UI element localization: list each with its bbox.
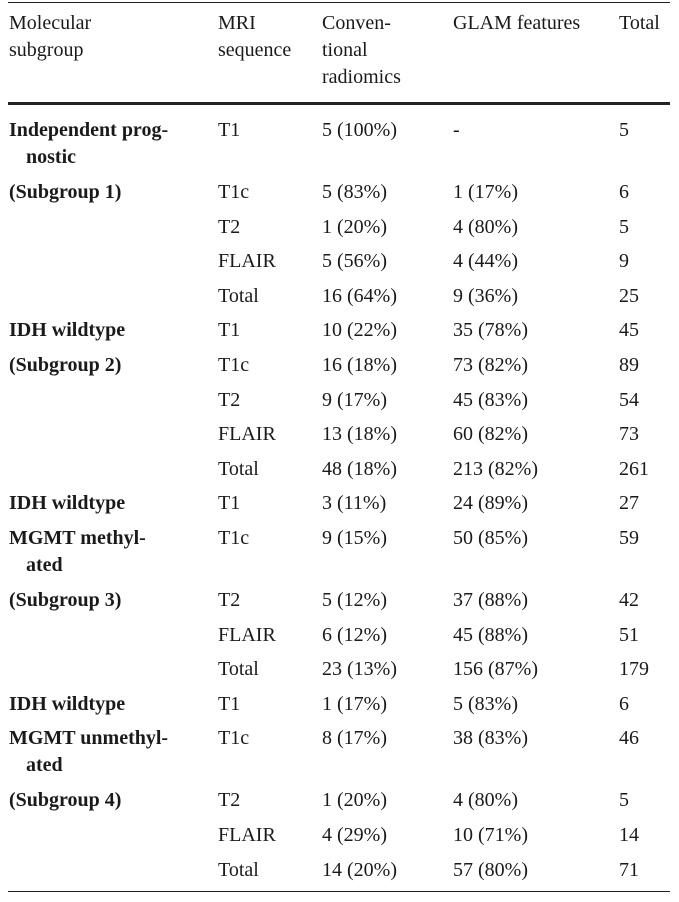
molecular-subgroup-cell: (Subgroup 1) bbox=[9, 181, 122, 203]
mri-sequence-cell: FLAIR bbox=[218, 250, 276, 273]
glam-features-cell: 10 (71%) bbox=[453, 823, 528, 846]
table-row bbox=[8, 622, 670, 657]
conventional-radiomics-cell: 5 (12%) bbox=[322, 588, 387, 611]
glam-features-cell: 35 (78%) bbox=[453, 319, 528, 342]
mri-sequence-cell: T2 bbox=[218, 588, 241, 611]
mri-sequence-cell: Total bbox=[218, 457, 259, 480]
total-cell: 6 bbox=[619, 692, 629, 715]
conventional-radiomics-cell: 3 (11%) bbox=[322, 492, 387, 515]
results-table bbox=[8, 2, 670, 892]
mri-sequence-cell: Total bbox=[218, 858, 259, 881]
total-cell: 73 bbox=[619, 423, 639, 446]
total-cell: 6 bbox=[619, 181, 629, 203]
total-cell: 54 bbox=[619, 388, 639, 411]
table-row bbox=[8, 787, 670, 822]
header-molecular-subgroup: Molecular subgroup bbox=[9, 12, 92, 61]
header-mri-sequence: MRI sequence bbox=[218, 12, 292, 61]
table-row bbox=[8, 490, 670, 525]
total-cell: 261 bbox=[619, 457, 649, 480]
conventional-radiomics-cell: 8 (17%) bbox=[322, 727, 387, 750]
mri-sequence-cell: T1c bbox=[218, 727, 250, 750]
glam-features-cell: 57 (80%) bbox=[453, 858, 528, 881]
glam-features-cell: 45 (83%) bbox=[453, 388, 528, 411]
total-cell: 5 bbox=[619, 215, 629, 238]
molecular-subgroup-cell: MGMT methyl- ated bbox=[9, 526, 146, 576]
total-cell: 59 bbox=[619, 526, 639, 549]
mri-sequence-cell: T1 bbox=[218, 692, 241, 715]
table-row bbox=[8, 179, 670, 214]
glam-features-cell: 50 (85%) bbox=[453, 526, 528, 549]
conventional-radiomics-cell: 10 (22%) bbox=[322, 319, 397, 342]
header-total: Total bbox=[619, 12, 660, 34]
table-row bbox=[8, 587, 670, 622]
total-cell: 71 bbox=[619, 858, 639, 881]
glam-features-cell: 4 (80%) bbox=[453, 789, 518, 812]
molecular-subgroup-cell: IDH wildtype bbox=[9, 492, 126, 515]
header-glam-features: GLAM features bbox=[453, 12, 581, 34]
header-rule bbox=[8, 102, 670, 105]
mri-sequence-cell: T2 bbox=[218, 789, 241, 812]
glam-features-cell: 4 (44%) bbox=[453, 250, 518, 273]
conventional-radiomics-cell: 13 (18%) bbox=[322, 423, 397, 446]
total-cell: 27 bbox=[619, 492, 639, 515]
conventional-radiomics-cell: 16 (18%) bbox=[322, 353, 397, 376]
mri-sequence-cell: T1 bbox=[218, 119, 241, 141]
mri-sequence-cell: T1c bbox=[218, 353, 250, 376]
table-row bbox=[8, 317, 670, 352]
total-cell: 5 bbox=[619, 789, 629, 812]
conventional-radiomics-cell: 1 (20%) bbox=[322, 789, 387, 812]
glam-features-cell: 24 (89%) bbox=[453, 492, 528, 515]
mri-sequence-cell: T1c bbox=[218, 526, 250, 549]
total-cell: 45 bbox=[619, 319, 639, 342]
molecular-subgroup-cell: IDH wildtype bbox=[9, 319, 126, 342]
table-row bbox=[8, 248, 670, 283]
mri-sequence-cell: Total bbox=[218, 284, 259, 307]
table-body bbox=[8, 117, 670, 891]
mri-sequence-cell: Total bbox=[218, 658, 259, 681]
glam-features-cell: - bbox=[453, 119, 460, 141]
molecular-subgroup-cell: (Subgroup 4) bbox=[9, 789, 122, 812]
glam-features-cell: 156 (87%) bbox=[453, 658, 538, 681]
total-cell: 179 bbox=[619, 658, 649, 681]
table-row bbox=[8, 214, 670, 249]
table-header bbox=[8, 3, 670, 102]
total-cell: 42 bbox=[619, 588, 639, 611]
glam-features-cell: 38 (83%) bbox=[453, 727, 528, 750]
conventional-radiomics-cell: 5 (83%) bbox=[322, 181, 387, 203]
conventional-radiomics-cell: 14 (20%) bbox=[322, 858, 397, 881]
total-cell: 14 bbox=[619, 823, 639, 846]
mri-sequence-cell: T2 bbox=[218, 215, 241, 238]
table-row bbox=[8, 456, 670, 491]
molecular-subgroup-cell: IDH wildtype bbox=[9, 692, 126, 715]
molecular-subgroup-cell: Independent prog- nostic bbox=[9, 119, 169, 168]
total-cell: 89 bbox=[619, 353, 639, 376]
conventional-radiomics-cell: 9 (17%) bbox=[322, 388, 387, 411]
glam-features-cell: 45 (88%) bbox=[453, 623, 528, 646]
table-row bbox=[8, 822, 670, 857]
conventional-radiomics-cell: 48 (18%) bbox=[322, 457, 397, 480]
conventional-radiomics-cell: 1 (20%) bbox=[322, 215, 387, 238]
glam-features-cell: 5 (83%) bbox=[453, 692, 518, 715]
conventional-radiomics-cell: 4 (29%) bbox=[322, 823, 387, 846]
conventional-radiomics-cell: 5 (56%) bbox=[322, 250, 387, 273]
table-row bbox=[8, 387, 670, 422]
total-cell: 46 bbox=[619, 727, 639, 750]
total-cell: 25 bbox=[619, 284, 639, 307]
table-row bbox=[8, 117, 670, 179]
conventional-radiomics-cell: 9 (15%) bbox=[322, 526, 387, 549]
conventional-radiomics-cell: 1 (17%) bbox=[322, 692, 387, 715]
molecular-subgroup-cell: (Subgroup 2) bbox=[9, 353, 122, 376]
glam-features-cell: 9 (36%) bbox=[453, 284, 518, 307]
conventional-radiomics-cell: 6 (12%) bbox=[322, 623, 387, 646]
glam-features-cell: 60 (82%) bbox=[453, 423, 528, 446]
table-row bbox=[8, 691, 670, 726]
conventional-radiomics-cell: 5 (100%) bbox=[322, 119, 397, 141]
glam-features-cell: 37 (88%) bbox=[453, 588, 528, 611]
mri-sequence-cell: T1 bbox=[218, 492, 241, 515]
table-bottom-rule bbox=[8, 891, 670, 892]
table-row bbox=[8, 656, 670, 691]
glam-features-cell: 213 (82%) bbox=[453, 457, 538, 480]
total-cell: 9 bbox=[619, 250, 629, 273]
table-row bbox=[8, 421, 670, 456]
header-conventional-radiomics: Conven- tional radiomics bbox=[322, 12, 401, 88]
mri-sequence-cell: T1c bbox=[218, 181, 250, 203]
mri-sequence-cell: T2 bbox=[218, 388, 241, 411]
mri-sequence-cell: FLAIR bbox=[218, 423, 276, 446]
glam-features-cell: 4 (80%) bbox=[453, 215, 518, 238]
table-row bbox=[8, 725, 670, 787]
table-row bbox=[8, 283, 670, 318]
conventional-radiomics-cell: 23 (13%) bbox=[322, 658, 397, 681]
glam-features-cell: 1 (17%) bbox=[453, 181, 518, 203]
table-row bbox=[8, 857, 670, 892]
mri-sequence-cell: T1 bbox=[218, 319, 241, 342]
total-cell: 51 bbox=[619, 623, 639, 646]
table-row bbox=[8, 352, 670, 387]
molecular-subgroup-cell: MGMT unmethyl- ated bbox=[9, 727, 169, 777]
conventional-radiomics-cell: 16 (64%) bbox=[322, 284, 397, 307]
total-cell: 5 bbox=[619, 119, 629, 141]
table-row bbox=[8, 525, 670, 587]
mri-sequence-cell: FLAIR bbox=[218, 823, 276, 846]
glam-features-cell: 73 (82%) bbox=[453, 353, 528, 376]
molecular-subgroup-cell: (Subgroup 3) bbox=[9, 588, 122, 611]
mri-sequence-cell: FLAIR bbox=[218, 623, 276, 646]
